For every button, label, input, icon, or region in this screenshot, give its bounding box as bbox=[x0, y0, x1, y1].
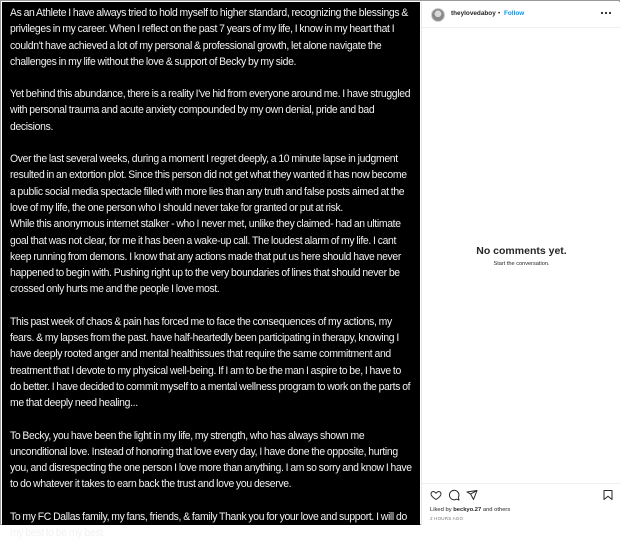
bookmark-icon[interactable] bbox=[602, 489, 614, 501]
post-header bbox=[422, 2, 621, 28]
post-image-statement bbox=[2, 2, 420, 540]
statement-paragraph: As an Athlete I have always tried to hold myself to higher standard, recognizing the blessings & privileges in my career. When I reflect on the past 7 years of my life, I know in my heart that I couldn't have achieved a lot of my personal & professional growth, let alone navigate the challenges in my life without the love & support of Becky by my side. bbox=[10, 7, 408, 68]
statement-paragraph: To Becky, you have been the light in my life, my strength, who has always shown me unconditional love. Instead of honoring that love every day, I have done the opposite, hurting you, and disrespecting the one person I love more than anything. I am so sorry and know I have to do whatever it takes to earn back the trust and love you deserve. bbox=[10, 429, 412, 491]
statement-paragraph: This past week of chaos & pain has forced me to face the consequences of my actions, my fears. & my lapses from the past. have half-heartedly been participating in therapy, knowing I have deeply rooted anger and mental healthissues that require the same commitment and treatment that I devote to my physical well-being. If I am to be the man I aspire to be, I have to do better. I have decided to commit myself to a mental wellness program to work on the parts of me that deeply need healing... bbox=[10, 315, 411, 410]
statement-paragraph: To my FC Dallas family, my fans, friends, & family Thank you for your love and support. I will do my best to be my best. bbox=[10, 510, 407, 540]
statement-paragraph: While this anonymous internet stalker - who I never met, unlike they claimed- had an ultimate goal that was not clear, for me it has been a wake-up call. The loudest alarm of my life. I cant keep running from demons. I know that any actions made that put us here should have never happened to begin with. Pushing right up to the very boundaries of lines that should never be crossed only hurts me and the people I love most. bbox=[10, 218, 402, 296]
comments-sidebar bbox=[421, 2, 620, 525]
empty-comments-title: No comments yet. bbox=[476, 245, 567, 257]
post-timestamp[interactable]: 2 HOURS AGO bbox=[430, 516, 464, 521]
share-icon[interactable] bbox=[466, 489, 478, 501]
more-horizontal-icon[interactable] bbox=[599, 8, 613, 20]
separator-dot: • bbox=[498, 10, 501, 17]
empty-comments-subtitle: Start the conversation. bbox=[493, 261, 550, 267]
likes-prefix: Liked by bbox=[430, 507, 454, 513]
follow-button[interactable]: Follow bbox=[504, 10, 525, 17]
liked-by-user-link[interactable]: beckyo.27 bbox=[453, 507, 482, 513]
likes-summary bbox=[430, 507, 510, 513]
likes-suffix: and others bbox=[481, 507, 511, 513]
statement-paragraph: Over the last several weeks, during a moment I regret deeply, a 10 minute lapse in judgment resulted in an extortion plot. Since this person did not get what they wanted it has now become a public social media spectacle filled with more lies than any truth and false posts aimed at the love of my life, the one person who I should never take for granted or put at risk. bbox=[10, 153, 407, 214]
statement-paragraph: Yet behind this abundance, there is a reality I've hid from everyone around me. I have struggled with personal trauma and acute anxiety compounded by my own denial, pride and bad decisions. bbox=[10, 88, 411, 133]
empty-comments-state bbox=[422, 245, 621, 267]
avatar[interactable] bbox=[431, 8, 445, 22]
username-link[interactable]: theylovedaboy bbox=[451, 10, 496, 17]
action-bar bbox=[422, 483, 621, 499]
comment-icon[interactable] bbox=[448, 489, 460, 501]
heart-icon[interactable] bbox=[430, 489, 442, 501]
